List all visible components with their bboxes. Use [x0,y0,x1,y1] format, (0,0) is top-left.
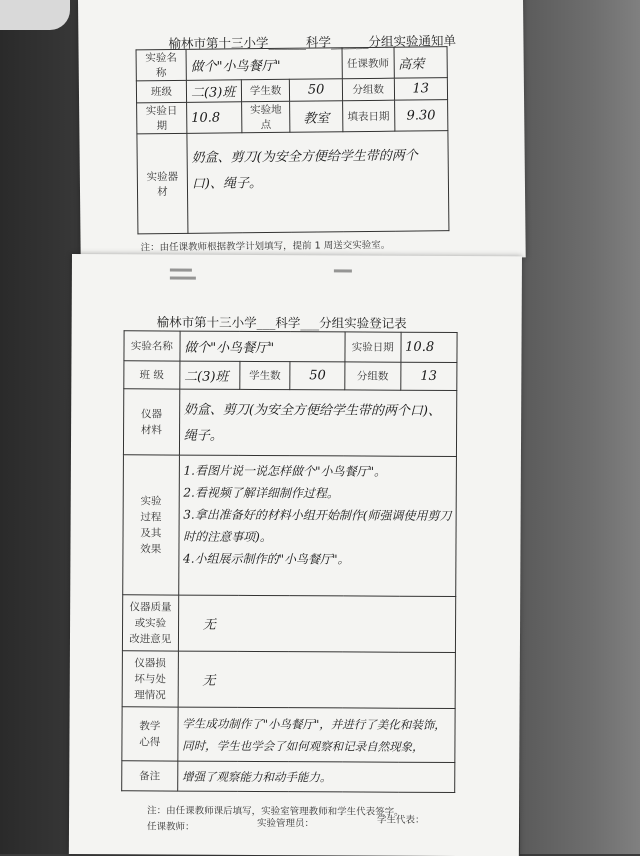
register-exp-name: 做个"小鸟餐厅" [180,331,345,362]
register-process [178,455,456,596]
register-label-class: 班 级 [124,361,180,389]
notice-footer-note: 注：由任课教师根据教学计划填写，提前 1 周送交实验室。 [140,239,391,254]
notice-equipment: 奶盒、剪刀(为安全方便给学生带的两个口)、绳子。 [187,131,449,234]
register-table [121,330,457,793]
signature-lab-admin: 实验管理员： [256,817,315,830]
register-equipment: 奶盒、剪刀(为安全方便给学生带的两个口)、绳子。 [179,389,457,456]
register-label-groups: 分组数 [345,362,401,390]
register-label-remarks: 备注 [122,761,178,791]
register-students: 50 [290,362,345,390]
notice-label-fill-date: 填表日期 [343,100,395,132]
notice-title: 榆林市第十三小学______科学______分组实验通知单 [168,33,457,52]
register-title: 榆林市第十三小学___科学___分组实验登记表 [156,314,407,331]
notice-groups: 13 [394,78,448,101]
register-class: 二(3)班 [179,361,239,389]
print-smudge [170,277,196,280]
register-reflection: 学生成功制作了"小鸟餐厅"，并进行了美化和装饰，同时，学生也学会了如何观察和记录自然现象， [178,707,456,762]
register-label-process: 实验 过程 及其 效果 [123,455,179,595]
notice-class: 二(3)班 [186,80,241,103]
notice-teacher: 高荣 [394,47,448,79]
notice-label-teacher: 任课教师 [342,47,394,79]
process-step: 4.小组展示制作的"小鸟餐厅"。 [183,551,350,567]
print-smudge [334,269,352,272]
register-footer-note: 注：由任课教师课后填写，实验室管理教师和学生代表签字。 [147,805,404,818]
process-step: 1.看图片说一说怎样做个"小鸟餐厅"。 [183,463,387,479]
notice-fill-date: 9.30 [394,100,448,132]
register-groups: 13 [400,362,456,390]
register-sheet [69,254,522,856]
notice-exp-date: 10.8 [187,102,242,134]
register-quality: 无 [178,595,456,652]
notice-label-location: 实验地点 [242,101,291,133]
notice-label-groups: 分组数 [342,78,394,101]
register-damage: 无 [178,651,456,708]
notice-label-exp-name: 实验名称 [136,49,186,81]
register-label-students: 学生数 [240,361,291,389]
desk-background-right [520,0,640,854]
register-label-exp-name: 实验名称 [124,331,180,361]
register-remarks: 增强了观察能力和动手能力。 [177,761,454,792]
process-step: 2.看视频了解详细制作过程。 [183,485,339,501]
notice-location: 教室 [290,101,343,133]
register-label-reflection: 教学 心得 [122,707,178,761]
notice-exp-name: 做个"小鸟餐厅" [186,48,342,81]
signature-teacher: 任课教师： [146,821,195,833]
register-label-damage: 仪器损 坏与处 理情况 [122,651,178,707]
corner-object [0,0,70,30]
register-label-equipment: 仪器 材料 [123,389,179,455]
process-step: 3.拿出准备好的材料小组开始制作(师强调使用剪刀时的注意事项)。 [183,507,452,545]
notice-students: 50 [290,79,343,102]
notice-label-class: 班级 [136,80,186,103]
signature-student-rep: 学生代表： [377,814,425,826]
notice-table [136,46,450,234]
print-smudge [170,269,192,272]
register-label-exp-date: 实验日期 [345,332,401,362]
register-exp-date: 10.8 [401,332,458,362]
notice-sheet [78,0,526,262]
notice-label-exp-date: 实验日期 [137,102,187,134]
register-label-quality: 仪器质量 或实验 改进意见 [122,595,178,651]
notice-label-students: 学生数 [241,79,290,102]
notice-label-equipment: 实验器材 [137,133,188,234]
